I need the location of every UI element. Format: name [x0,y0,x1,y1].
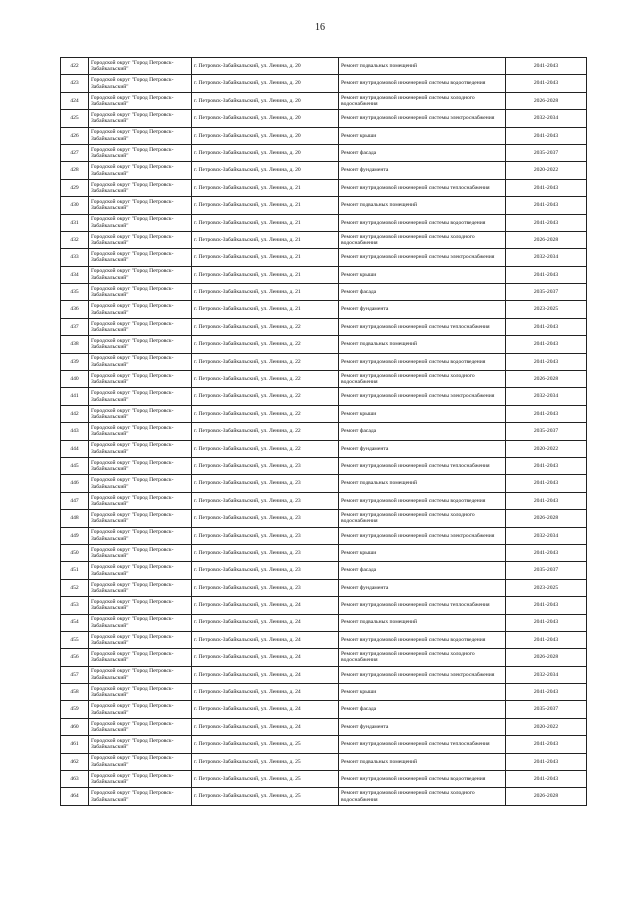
work-type-cell: Ремонт крыши [339,405,506,422]
period-cell: 2026-2028 [506,649,587,666]
work-type-cell: Ремонт фундамента [339,162,506,179]
work-type-cell: Ремонт фасада [339,562,506,579]
municipality-cell: Городской округ "Город Петровск-Забайкальский" [89,544,192,561]
municipality-cell: Городской округ "Город Петровск-Забайкальский" [89,492,192,509]
address-cell: г. Петровск-Забайкальский, ул. Ленина, д. 21 [192,179,339,196]
row-number-cell: 450 [61,544,89,561]
address-cell: г. Петровск-Забайкальский, ул. Ленина, д. 20 [192,127,339,144]
address-cell: г. Петровск-Забайкальский, ул. Ленина, д. 23 [192,527,339,544]
work-type-cell: Ремонт внутридомовой инженерной системы холодного водоснабжения [339,92,506,109]
table-row [61,301,587,318]
period-cell: 2020-2022 [506,718,587,735]
table-row [61,58,587,75]
table-row [61,788,587,805]
municipality-cell: Городской округ "Город Петровск-Забайкальский" [89,162,192,179]
row-number-cell: 458 [61,684,89,701]
work-type-cell: Ремонт фасада [339,423,506,440]
row-number-cell: 436 [61,301,89,318]
address-cell: г. Петровск-Забайкальский, ул. Ленина, д. 20 [192,110,339,127]
work-type-cell: Ремонт фундамента [339,301,506,318]
address-cell: г. Петровск-Забайкальский, ул. Ленина, д. 24 [192,649,339,666]
table-row [61,579,587,596]
address-cell: г. Петровск-Забайкальский, ул. Ленина, д. 25 [192,753,339,770]
table-row [61,162,587,179]
row-number-cell: 461 [61,736,89,753]
work-type-cell: Ремонт внутридомовой инженерной системы холодного водоснабжения [339,649,506,666]
work-type-cell: Ремонт внутридомовой инженерной системы холодного водоснабжения [339,231,506,248]
table-row [61,336,587,353]
work-type-cell: Ремонт внутридомовой инженерной системы электроснабжения [339,388,506,405]
municipality-cell: Городской округ "Город Петровск-Забайкальский" [89,771,192,788]
period-cell: 2035-2037 [506,701,587,718]
address-cell: г. Петровск-Забайкальский, ул. Ленина, д. 21 [192,197,339,214]
work-type-cell: Ремонт внутридомовой инженерной системы электроснабжения [339,110,506,127]
row-number-cell: 459 [61,701,89,718]
table-row [61,562,587,579]
municipality-cell: Городской округ "Город Петровск-Забайкальский" [89,110,192,127]
row-number-cell: 453 [61,597,89,614]
table-row [61,284,587,301]
period-cell: 2023-2025 [506,301,587,318]
table-row [61,753,587,770]
row-number-cell: 425 [61,110,89,127]
address-cell: г. Петровск-Забайкальский, ул. Ленина, д. 23 [192,544,339,561]
municipality-cell: Городской округ "Город Петровск-Забайкальский" [89,197,192,214]
period-cell: 2041-2043 [506,318,587,335]
municipality-cell: Городской округ "Город Петровск-Забайкальский" [89,144,192,161]
row-number-cell: 455 [61,631,89,648]
work-type-cell: Ремонт внутридомовой инженерной системы холодного водоснабжения [339,788,506,805]
period-cell: 2041-2043 [506,197,587,214]
period-cell: 2035-2037 [506,423,587,440]
period-cell: 2041-2043 [506,179,587,196]
address-cell: г. Петровск-Забайкальский, ул. Ленина, д. 20 [192,144,339,161]
table-row [61,544,587,561]
address-cell: г. Петровск-Забайкальский, ул. Ленина, д. 24 [192,666,339,683]
address-cell: г. Петровск-Забайкальский, ул. Ленина, д. 22 [192,336,339,353]
table-row [61,214,587,231]
row-number-cell: 443 [61,423,89,440]
address-cell: г. Петровск-Забайкальский, ул. Ленина, д. 25 [192,788,339,805]
work-type-cell: Ремонт внутридомовой инженерной системы электроснабжения [339,666,506,683]
row-number-cell: 433 [61,249,89,266]
address-cell: г. Петровск-Забайкальский, ул. Ленина, д. 22 [192,405,339,422]
period-cell: 2032-2034 [506,666,587,683]
row-number-cell: 442 [61,405,89,422]
table-row [61,197,587,214]
address-cell: г. Петровск-Забайкальский, ул. Ленина, д. 20 [192,162,339,179]
row-number-cell: 449 [61,527,89,544]
municipality-cell: Городской округ "Город Петровск-Забайкальский" [89,684,192,701]
address-cell: г. Петровск-Забайкальский, ул. Ленина, д. 24 [192,718,339,735]
work-type-cell: Ремонт внутридомовой инженерной системы электроснабжения [339,527,506,544]
municipality-cell: Городской округ "Город Петровск-Забайкальский" [89,666,192,683]
address-cell: г. Петровск-Забайкальский, ул. Ленина, д. 24 [192,684,339,701]
work-type-cell: Ремонт внутридомовой инженерной системы водоотведения [339,771,506,788]
work-type-cell: Ремонт внутридомовой инженерной системы холодного водоснабжения [339,371,506,388]
address-cell: г. Петровск-Забайкальский, ул. Ленина, д. 21 [192,284,339,301]
table-row [61,440,587,457]
work-type-cell: Ремонт внутридомовой инженерной системы водоотведения [339,353,506,370]
municipality-cell: Городской округ "Город Петровск-Забайкальский" [89,753,192,770]
row-number-cell: 426 [61,127,89,144]
period-cell: 2032-2034 [506,527,587,544]
address-cell: г. Петровск-Забайкальский, ул. Ленина, д. 20 [192,58,339,75]
address-cell: г. Петровск-Забайкальский, ул. Ленина, д. 24 [192,701,339,718]
row-number-cell: 439 [61,353,89,370]
address-cell: г. Петровск-Забайкальский, ул. Ленина, д. 22 [192,318,339,335]
address-cell: г. Петровск-Забайкальский, ул. Ленина, д. 23 [192,457,339,474]
address-cell: г. Петровск-Забайкальский, ул. Ленина, д. 23 [192,562,339,579]
row-number-cell: 424 [61,92,89,109]
municipality-cell: Городской округ "Город Петровск-Забайкальский" [89,457,192,474]
work-type-cell: Ремонт внутридомовой инженерной системы водоотведения [339,214,506,231]
table-row [61,110,587,127]
row-number-cell: 431 [61,214,89,231]
table-row [61,144,587,161]
table-row [61,614,587,631]
municipality-cell: Городской округ "Город Петровск-Забайкальский" [89,92,192,109]
row-number-cell: 456 [61,649,89,666]
work-type-cell: Ремонт внутридомовой инженерной системы теплоснабжения [339,179,506,196]
address-cell: г. Петровск-Забайкальский, ул. Ленина, д. 21 [192,301,339,318]
table-row [61,492,587,509]
table-row [61,597,587,614]
row-number-cell: 463 [61,771,89,788]
period-cell: 2041-2043 [506,266,587,283]
work-type-cell: Ремонт внутридомовой инженерной системы теплоснабжения [339,457,506,474]
table-row [61,684,587,701]
period-cell: 2020-2022 [506,440,587,457]
period-cell: 2041-2043 [506,75,587,92]
municipality-cell: Городской округ "Город Петровск-Забайкальский" [89,510,192,527]
period-cell: 2041-2043 [506,753,587,770]
municipality-cell: Городской округ "Город Петровск-Забайкальский" [89,75,192,92]
municipality-cell: Городской округ "Город Петровск-Забайкальский" [89,649,192,666]
work-type-cell: Ремонт подвальных помещений [339,614,506,631]
municipality-cell: Городской округ "Город Петровск-Забайкальский" [89,336,192,353]
row-number-cell: 448 [61,510,89,527]
table-body [61,58,587,806]
table-row [61,423,587,440]
work-type-cell: Ремонт подвальных помещений [339,336,506,353]
table-row [61,527,587,544]
table-row [61,510,587,527]
address-cell: г. Петровск-Забайкальский, ул. Ленина, д. 22 [192,440,339,457]
address-cell: г. Петровск-Забайкальский, ул. Ленина, д. 25 [192,736,339,753]
table-row [61,231,587,248]
table-row [61,75,587,92]
row-number-cell: 432 [61,231,89,248]
municipality-cell: Городской округ "Город Петровск-Забайкальский" [89,249,192,266]
table-row [61,631,587,648]
municipality-cell: Городской округ "Город Петровск-Забайкальский" [89,597,192,614]
period-cell: 2041-2043 [506,457,587,474]
work-type-cell: Ремонт фундамента [339,440,506,457]
municipality-cell: Городской округ "Город Петровск-Забайкальский" [89,405,192,422]
work-type-cell: Ремонт крыши [339,266,506,283]
municipality-cell: Городской округ "Город Петровск-Забайкальский" [89,614,192,631]
row-number-cell: 435 [61,284,89,301]
row-number-cell: 423 [61,75,89,92]
table-row [61,388,587,405]
municipality-cell: Городской округ "Город Петровск-Забайкальский" [89,527,192,544]
address-cell: г. Петровск-Забайкальский, ул. Ленина, д. 23 [192,492,339,509]
work-type-cell: Ремонт фасада [339,701,506,718]
municipality-cell: Городской округ "Город Петровск-Забайкальский" [89,214,192,231]
work-type-cell: Ремонт внутридомовой инженерной системы теплоснабжения [339,597,506,614]
address-cell: г. Петровск-Забайкальский, ул. Ленина, д. 23 [192,510,339,527]
municipality-cell: Городской округ "Город Петровск-Забайкальский" [89,788,192,805]
row-number-cell: 428 [61,162,89,179]
work-type-cell: Ремонт подвальных помещений [339,475,506,492]
address-cell: г. Петровск-Забайкальский, ул. Ленина, д. 25 [192,771,339,788]
period-cell: 2035-2037 [506,284,587,301]
table-row [61,649,587,666]
address-cell: г. Петровск-Забайкальский, ул. Ленина, д. 23 [192,475,339,492]
period-cell: 2041-2043 [506,336,587,353]
period-cell: 2032-2034 [506,388,587,405]
municipality-cell: Городской округ "Город Петровск-Забайкальский" [89,301,192,318]
row-number-cell: 444 [61,440,89,457]
period-cell: 2041-2043 [506,631,587,648]
period-cell: 2020-2022 [506,162,587,179]
period-cell: 2041-2043 [506,597,587,614]
row-number-cell: 452 [61,579,89,596]
address-cell: г. Петровск-Забайкальский, ул. Ленина, д. 21 [192,214,339,231]
table-row [61,457,587,474]
work-type-cell: Ремонт фасада [339,284,506,301]
municipality-cell: Городской округ "Город Петровск-Забайкальский" [89,58,192,75]
work-type-cell: Ремонт крыши [339,684,506,701]
municipality-cell: Городской округ "Город Петровск-Забайкальский" [89,631,192,648]
municipality-cell: Городской округ "Город Петровск-Забайкальский" [89,266,192,283]
work-type-cell: Ремонт фундамента [339,718,506,735]
municipality-cell: Городской округ "Город Петровск-Забайкальский" [89,562,192,579]
period-cell: 2041-2043 [506,353,587,370]
address-cell: г. Петровск-Забайкальский, ул. Ленина, д. 23 [192,579,339,596]
period-cell: 2041-2043 [506,736,587,753]
municipality-cell: Городской округ "Город Петровск-Забайкальский" [89,718,192,735]
period-cell: 2041-2043 [506,684,587,701]
period-cell: 2041-2043 [506,475,587,492]
table-row [61,179,587,196]
table-row [61,736,587,753]
address-cell: г. Петровск-Забайкальский, ул. Ленина, д. 21 [192,266,339,283]
period-cell: 2026-2028 [506,92,587,109]
period-cell: 2032-2034 [506,110,587,127]
period-cell: 2041-2043 [506,405,587,422]
municipality-cell: Городской округ "Город Петровск-Забайкальский" [89,440,192,457]
row-number-cell: 462 [61,753,89,770]
table-row [61,92,587,109]
repair-schedule-table [60,57,587,806]
municipality-cell: Городской округ "Город Петровск-Забайкальский" [89,179,192,196]
municipality-cell: Городской округ "Город Петровск-Забайкальский" [89,475,192,492]
row-number-cell: 445 [61,457,89,474]
row-number-cell: 446 [61,475,89,492]
row-number-cell: 438 [61,336,89,353]
address-cell: г. Петровск-Забайкальский, ул. Ленина, д. 20 [192,92,339,109]
row-number-cell: 441 [61,388,89,405]
row-number-cell: 427 [61,144,89,161]
address-cell: г. Петровск-Забайкальский, ул. Ленина, д. 21 [192,249,339,266]
row-number-cell: 451 [61,562,89,579]
period-cell: 2041-2043 [506,614,587,631]
row-number-cell: 454 [61,614,89,631]
table-row [61,318,587,335]
period-cell: 2026-2028 [506,510,587,527]
period-cell: 2035-2037 [506,562,587,579]
table-row [61,718,587,735]
address-cell: г. Петровск-Забайкальский, ул. Ленина, д. 22 [192,388,339,405]
address-cell: г. Петровск-Забайкальский, ул. Ленина, д. 24 [192,614,339,631]
table-row [61,666,587,683]
work-type-cell: Ремонт внутридомовой инженерной системы водоотведения [339,75,506,92]
work-type-cell: Ремонт внутридомовой инженерной системы водоотведения [339,492,506,509]
address-cell: г. Петровск-Забайкальский, ул. Ленина, д. 24 [192,597,339,614]
table-row [61,353,587,370]
row-number-cell: 460 [61,718,89,735]
table-row [61,266,587,283]
row-number-cell: 447 [61,492,89,509]
work-type-cell: Ремонт подвальных помещений [339,197,506,214]
table-row [61,405,587,422]
table-row [61,771,587,788]
table-row [61,701,587,718]
period-cell: 2026-2028 [506,788,587,805]
address-cell: г. Петровск-Забайкальский, ул. Ленина, д. 24 [192,631,339,648]
row-number-cell: 464 [61,788,89,805]
municipality-cell: Городской округ "Город Петровск-Забайкальский" [89,353,192,370]
work-type-cell: Ремонт внутридомовой инженерной системы водоотведения [339,631,506,648]
page-number: 16 [315,22,325,33]
period-cell: 2035-2037 [506,144,587,161]
period-cell: 2023-2025 [506,579,587,596]
municipality-cell: Городской округ "Город Петровск-Забайкальский" [89,579,192,596]
row-number-cell: 422 [61,58,89,75]
work-type-cell: Ремонт внутридомовой инженерной системы теплоснабжения [339,318,506,335]
period-cell: 2032-2034 [506,249,587,266]
row-number-cell: 437 [61,318,89,335]
period-cell: 2041-2043 [506,492,587,509]
address-cell: г. Петровск-Забайкальский, ул. Ленина, д. 22 [192,353,339,370]
row-number-cell: 429 [61,179,89,196]
work-type-cell: Ремонт фундамента [339,579,506,596]
period-cell: 2041-2043 [506,58,587,75]
table-row [61,249,587,266]
period-cell: 2041-2043 [506,544,587,561]
municipality-cell: Городской округ "Город Петровск-Забайкальский" [89,318,192,335]
period-cell: 2041-2043 [506,127,587,144]
work-type-cell: Ремонт крыши [339,127,506,144]
row-number-cell: 457 [61,666,89,683]
table-row [61,371,587,388]
period-cell: 2026-2028 [506,231,587,248]
period-cell: 2041-2043 [506,214,587,231]
work-type-cell: Ремонт внутридомовой инженерной системы электроснабжения [339,249,506,266]
municipality-cell: Городской округ "Город Петровск-Забайкальский" [89,736,192,753]
period-cell: 2041-2043 [506,771,587,788]
address-cell: г. Петровск-Забайкальский, ул. Ленина, д. 20 [192,75,339,92]
row-number-cell: 430 [61,197,89,214]
municipality-cell: Городской округ "Город Петровск-Забайкальский" [89,388,192,405]
municipality-cell: Городской округ "Город Петровск-Забайкальский" [89,127,192,144]
work-type-cell: Ремонт крыши [339,544,506,561]
period-cell: 2026-2028 [506,371,587,388]
address-cell: г. Петровск-Забайкальский, ул. Ленина, д. 21 [192,231,339,248]
row-number-cell: 434 [61,266,89,283]
work-type-cell: Ремонт внутридомовой инженерной системы теплоснабжения [339,736,506,753]
work-type-cell: Ремонт фасада [339,144,506,161]
municipality-cell: Городской округ "Город Петровск-Забайкальский" [89,371,192,388]
municipality-cell: Городской округ "Город Петровск-Забайкальский" [89,701,192,718]
work-type-cell: Ремонт подвальных помещений [339,753,506,770]
work-type-cell: Ремонт внутридомовой инженерной системы холодного водоснабжения [339,510,506,527]
address-cell: г. Петровск-Забайкальский, ул. Ленина, д. 22 [192,371,339,388]
table-row [61,127,587,144]
table-row [61,475,587,492]
municipality-cell: Городской округ "Город Петровск-Забайкальский" [89,423,192,440]
row-number-cell: 440 [61,371,89,388]
address-cell: г. Петровск-Забайкальский, ул. Ленина, д. 22 [192,423,339,440]
work-type-cell: Ремонт подвальных помещений [339,58,506,75]
municipality-cell: Городской округ "Город Петровск-Забайкальский" [89,231,192,248]
municipality-cell: Городской округ "Город Петровск-Забайкальский" [89,284,192,301]
